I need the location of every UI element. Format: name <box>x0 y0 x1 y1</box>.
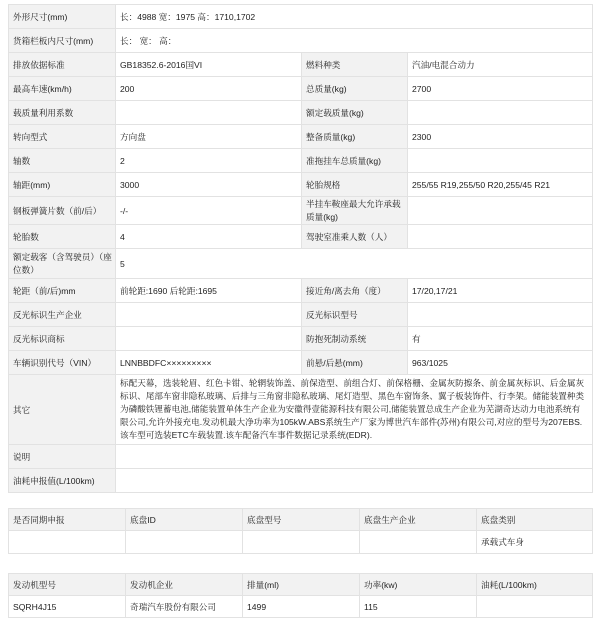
table-row <box>9 5 593 29</box>
engine-maker-value: 奇瑞汽车股份有限公司 <box>126 596 243 618</box>
table-row <box>9 125 593 149</box>
load-coefficient-value <box>116 101 302 125</box>
engine-fuel-value <box>477 596 593 618</box>
cab-seats-label: 驾驶室准乘人数（人） <box>302 225 408 249</box>
track-width-label: 轮距（前/后)mm <box>9 279 116 303</box>
tire-spec-value: 255/55 R19,255/50 R20,255/45 R21 <box>408 173 593 197</box>
chassis-id-value <box>126 531 243 554</box>
wheelbase-value: 3000 <box>116 173 302 197</box>
rated-passengers-value: 5 <box>116 249 593 279</box>
table-row <box>9 469 593 493</box>
engine-model-value: SQRH4J15 <box>9 596 126 618</box>
chassis-header-model: 底盘型号 <box>243 509 360 531</box>
fuel-declared-label: 油耗申报值(L/100km) <box>9 469 116 493</box>
engine-header-maker: 发动机企业 <box>126 574 243 596</box>
dimensions-value: 长：4988 宽：1975 高：1710,1702 <box>116 5 593 29</box>
abs-value: 有 <box>408 327 593 351</box>
engine-header-power: 功率(kw) <box>360 574 477 596</box>
track-width-value: 前轮距:1690 后轮距:1695 <box>116 279 302 303</box>
fuel-declared-value <box>116 469 593 493</box>
table-row <box>9 327 593 351</box>
rated-passengers-label: 额定载客（含驾驶员）（座位数） <box>9 249 116 279</box>
wheelbase-label: 轴距(mm) <box>9 173 116 197</box>
tire-spec-label: 轮胎规格 <box>302 173 408 197</box>
engine-displacement-value: 1499 <box>243 596 360 618</box>
approach-angle-label: 接近角/离去角（度） <box>302 279 408 303</box>
vin-label: 车辆识别代号（VIN） <box>9 351 116 375</box>
table-row <box>9 445 593 469</box>
cargo-box-value: 长： 宽： 高： <box>116 29 593 53</box>
table-row <box>9 249 593 279</box>
reflector-brand-value <box>116 327 302 351</box>
table-row <box>9 303 593 327</box>
steering-value: 方向盘 <box>116 125 302 149</box>
vin-value: LNNBBDFC××××××××× <box>116 351 302 375</box>
table-row <box>9 101 593 125</box>
table-row <box>9 197 593 225</box>
tire-count-value: 4 <box>116 225 302 249</box>
reflector-model-value <box>408 303 593 327</box>
engine-header-displacement: 排量(ml) <box>243 574 360 596</box>
emission-standard-label: 排放依据标准 <box>9 53 116 77</box>
cargo-box-label: 货箱栏板内尺寸(mm) <box>9 29 116 53</box>
table-row <box>9 596 593 618</box>
leaf-spring-value: -/- <box>116 197 302 225</box>
table-row <box>9 531 593 554</box>
table-row <box>9 77 593 101</box>
chassis-header-id: 底盘ID <box>126 509 243 531</box>
tire-count-label: 轮胎数 <box>9 225 116 249</box>
axles-label: 轴数 <box>9 149 116 173</box>
table-row <box>9 149 593 173</box>
total-mass-value: 2700 <box>408 77 593 101</box>
overhang-value: 963/1025 <box>408 351 593 375</box>
max-speed-value: 200 <box>116 77 302 101</box>
rated-load-label: 额定载质量(kg) <box>302 101 408 125</box>
engine-power-value: 115 <box>360 596 477 618</box>
chassis-sync-value <box>9 531 126 554</box>
remark-value <box>116 445 593 469</box>
dimensions-label: 外形尺寸(mm) <box>9 5 116 29</box>
chassis-category-value: 承载式车身 <box>477 531 593 554</box>
reflector-brand-label: 反光标识商标 <box>9 327 116 351</box>
table-row <box>9 351 593 375</box>
curb-mass-value: 2300 <box>408 125 593 149</box>
table-row <box>9 173 593 197</box>
max-speed-label: 最高车速(km/h) <box>9 77 116 101</box>
chassis-table <box>8 508 593 554</box>
engine-table <box>8 573 593 618</box>
fuel-type-value: 汽油/电混合动力 <box>408 53 593 77</box>
load-coefficient-label: 载质量利用系数 <box>9 101 116 125</box>
overhang-label: 前悬/后悬(mm) <box>302 351 408 375</box>
cab-seats-value <box>408 225 593 249</box>
table-header-row <box>9 509 593 531</box>
total-mass-label: 总质量(kg) <box>302 77 408 101</box>
reflector-maker-label: 反光标识生产企业 <box>9 303 116 327</box>
reflector-model-label: 反光标识型号 <box>302 303 408 327</box>
vehicle-parameter-table <box>8 4 593 493</box>
approach-angle-value: 17/20,17/21 <box>408 279 593 303</box>
trailer-mass-value <box>408 149 593 173</box>
semitrailer-load-label: 半挂车鞍座最大允许承载质量(kg) <box>302 197 408 225</box>
chassis-header-sync: 是否同期申报 <box>9 509 126 531</box>
axles-value: 2 <box>116 149 302 173</box>
engine-header-fuel: 油耗(L/100km) <box>477 574 593 596</box>
rated-load-value <box>408 101 593 125</box>
chassis-maker-value <box>360 531 477 554</box>
table-row <box>9 53 593 77</box>
curb-mass-label: 整备质量(kg) <box>302 125 408 149</box>
steering-label: 转向型式 <box>9 125 116 149</box>
table-row <box>9 225 593 249</box>
reflector-maker-value <box>116 303 302 327</box>
engine-header-model: 发动机型号 <box>9 574 126 596</box>
other-label: 其它 <box>9 375 116 445</box>
remark-label: 说明 <box>9 445 116 469</box>
chassis-model-value <box>243 531 360 554</box>
semitrailer-load-value <box>408 197 593 225</box>
abs-label: 防抱死制动系统 <box>302 327 408 351</box>
trailer-mass-label: 准拖挂车总质量(kg) <box>302 149 408 173</box>
table-row <box>9 375 593 445</box>
chassis-header-category: 底盘类别 <box>477 509 593 531</box>
fuel-type-label: 燃料种类 <box>302 53 408 77</box>
chassis-header-maker: 底盘生产企业 <box>360 509 477 531</box>
table-header-row <box>9 574 593 596</box>
table-row <box>9 29 593 53</box>
emission-standard-value: GB18352.6-2016国VI <box>116 53 302 77</box>
table-row <box>9 279 593 303</box>
other-value: 标配天幕，选装轮眉、红色卡钳、轮辋装饰盖、前保造型、前组合灯、前保格栅、金属灰防擦条、前金属灰标识、后金属灰标识、尾部车窗非隐私玻璃、后排与三角窗非隐私玻璃、尾灯造型、黑色车窗饰条、翼子板装饰件、行李架。储能装置种类为磷酸铁锂蓄电池,储能装置单体生产企业为安徽得壹能源科技有限公司,储能装置总成生产企业为芜湖奇达动力电池系统有限公司,允许外接充电.发动机最大净功率为105kW.ABS系统生产厂家为博世汽车部件(苏州)有限公司,对应的型号为207EBS.该车型可选装ETC车载装置.该车配备汽车事件数据记录系统(EDR). <box>116 375 593 445</box>
leaf-spring-label: 钢板弹簧片数（前/后） <box>9 197 116 225</box>
